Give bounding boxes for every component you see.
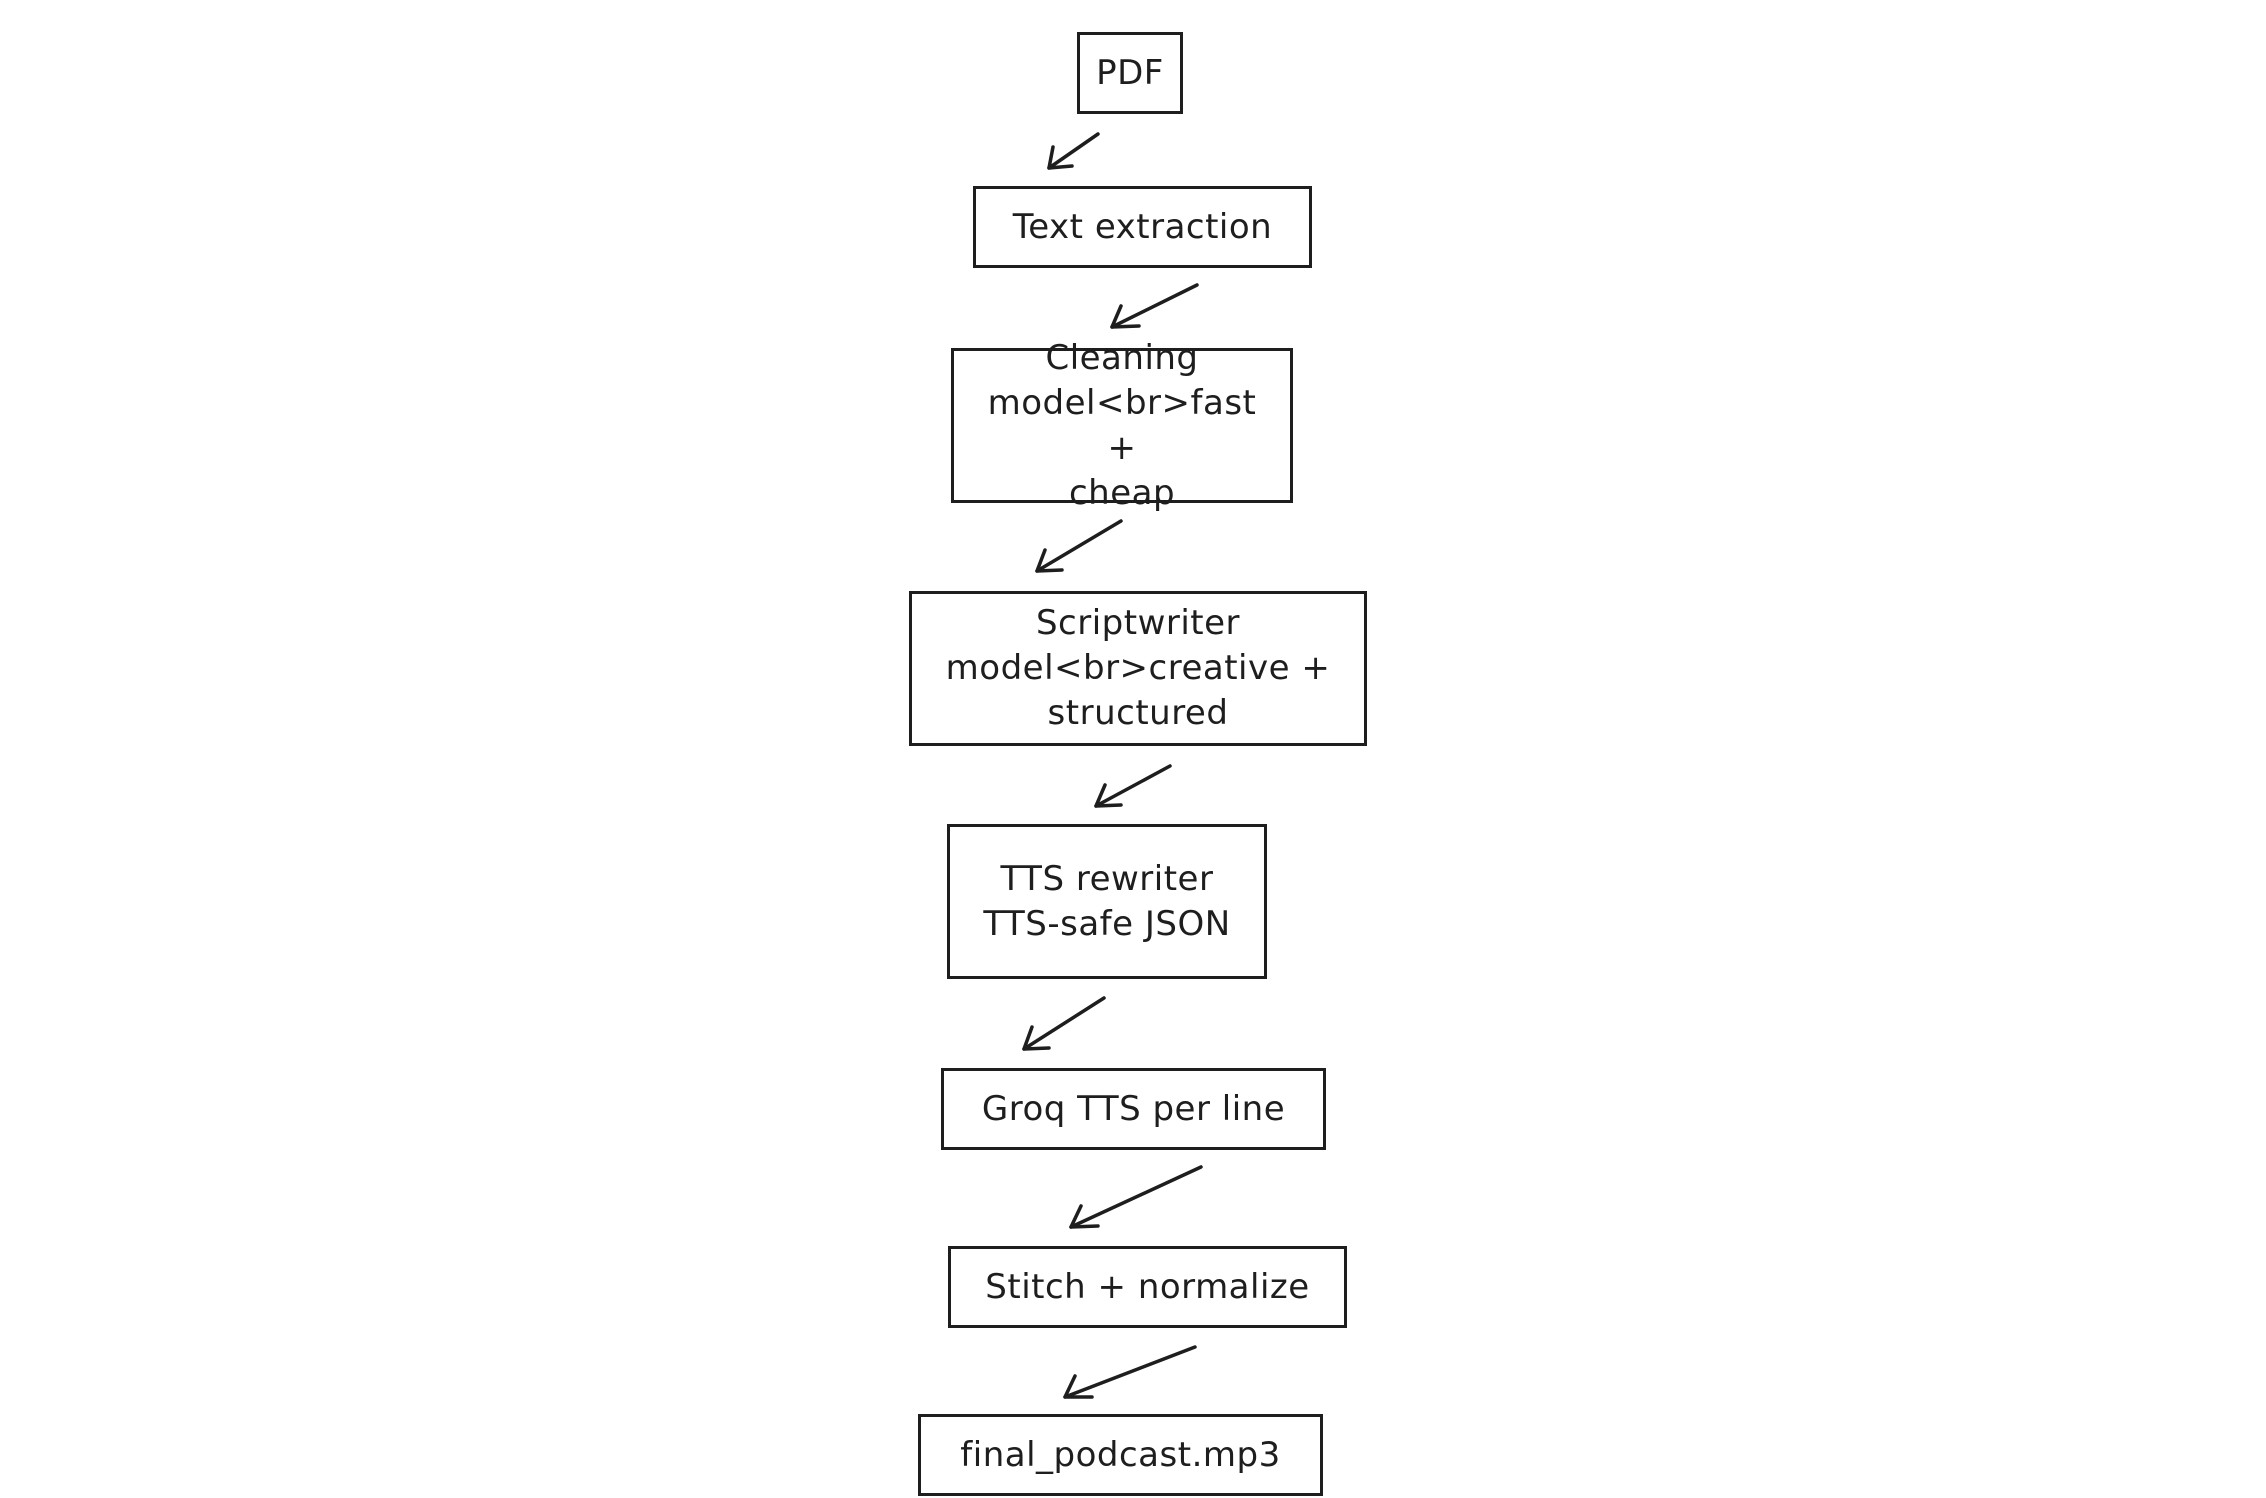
arrow-cleaning-to-scriptwriter [1037,521,1121,571]
node-pdf-label: PDF [1096,52,1164,93]
node-tts-rewriter-label: TTS rewriter TTS-safe JSON [983,858,1231,944]
arrow-scriptwriter-to-tts-rewriter [1096,766,1170,806]
node-groq-tts-label: Groq TTS per line [981,1088,1286,1129]
node-stitch [948,1246,1347,1328]
node-final-label: final_podcast.mp3 [960,1434,1281,1475]
arrow-tts-rewriter-to-groq-tts [1024,998,1104,1049]
arrow-groq-tts-to-stitch [1071,1167,1201,1227]
node-text-extraction-label: Text extraction [1012,206,1273,247]
node-tts-rewriter [947,824,1267,979]
node-stitch-label: Stitch + normalize [985,1266,1310,1307]
node-cleaning-label: Cleaning model<br>fast + cheap [987,337,1257,513]
node-scriptwriter-label: Scriptwriter model<br>creative + structured [945,603,1331,733]
node-final [918,1414,1323,1496]
node-groq-tts [941,1068,1326,1150]
node-cleaning [951,337,1293,513]
arrow-pdf-to-text-extraction [1049,134,1098,168]
arrow-text-extraction-to-cleaning [1112,285,1197,327]
node-text-extraction [973,186,1312,268]
arrow-stitch-to-final [1065,1347,1195,1397]
node-scriptwriter [909,591,1367,746]
node-pdf [1077,32,1183,114]
